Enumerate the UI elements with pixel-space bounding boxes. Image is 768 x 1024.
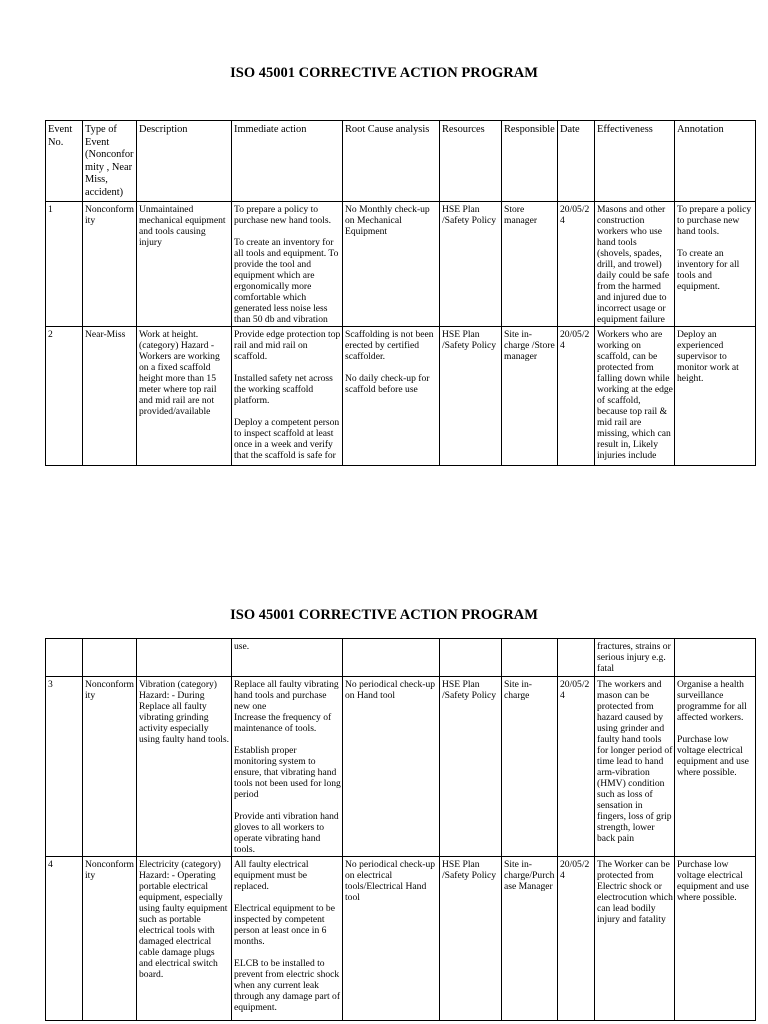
corrective-action-table	[45, 120, 756, 466]
annotation: To prepare a policy to purchase new hand tools. To create an inventory for all tools and equipment.	[677, 204, 752, 292]
annotation: Deploy an experienced supervisor to monitor work at height.	[677, 329, 739, 384]
header-resources: Resources	[440, 121, 502, 202]
event-type: Nonconformity	[85, 204, 135, 226]
date: 20/05/24	[560, 679, 590, 701]
event-no: 4	[48, 859, 53, 870]
header-immediate-action: Immediate action	[232, 121, 343, 202]
table-row	[46, 857, 756, 1021]
header-date: Date	[558, 121, 595, 202]
immediate-action: use.	[234, 641, 250, 652]
effectiveness: Masons and other construction workers who use hand tools (shovels, spades, drill, and trowel) daily could be safe from the harmed and injured due to incorrect usage or equipment failure	[597, 204, 670, 325]
immediate-action: To prepare a policy to purchase new hand tools. To create an inventory for all tools and equipment. To provide the tool and equipment which are ergonomically more comfortable which generated less noise less than 50 db and vibration	[234, 204, 339, 325]
effectiveness: Workers who are working on scaffold, can be protected from falling down while working at the edge of scaffold, because top rail & mid rail are missing, which can result in, Likely injuries include	[597, 329, 673, 461]
table-row	[46, 677, 756, 857]
resources: HSE Plan /Safety Policy	[442, 204, 497, 226]
effectiveness: The workers and mason can be protected from hazard caused by using grinder and faulty hand tools for longer period of time lead to hand arm-vibration (HMV) condition such as loss of sensation in fingers, loss of grip strength, lower back pain	[597, 679, 673, 844]
event-description: Unmaintained mechanical equipment and tools causing injury	[139, 204, 226, 248]
event-type: Nonconformity	[85, 679, 135, 701]
table-row	[46, 327, 756, 466]
event-type: Nonconformity	[85, 859, 135, 881]
event-no: 3	[48, 679, 53, 690]
responsible: Site in-charge/Purchase Manager	[504, 859, 555, 892]
header-annotation: Annotation	[675, 121, 756, 202]
immediate-action: All faulty electrical equipment must be replaced. Electrical equipment to be inspected by competent person at least once in 6 months. ELCB to be installed to prevent from electric shock when any current leak through any damage part of equipment.	[234, 859, 341, 1013]
date: 20/05/24	[560, 329, 590, 351]
header-event-no: Event No.	[46, 121, 83, 202]
resources: HSE Plan /Safety Policy	[442, 679, 497, 701]
immediate-action: Provide edge protection top rail and mid rail on scaffold. Installed safety net across the working scaffold platform. Deploy a competent person to inspect scaffold at least once in a week and verify that the scaffold is safe for	[234, 329, 341, 461]
root-cause: No Monthly check-up on Mechanical Equipment	[345, 204, 430, 237]
header-type: Type of Event (Nonconformity , Near Miss, accident)	[83, 121, 137, 202]
responsible: Store manager	[504, 204, 538, 226]
root-cause: Scaffolding is not been erected by certified scaffolder. No daily check-up for scaffold before use	[345, 329, 434, 395]
responsible: Site in-charge /Store manager	[504, 329, 555, 362]
table-row	[46, 202, 756, 327]
annotation: Organise a health surveillance programme for all affected workers. Purchase low voltage electrical equipment and use where possible.	[677, 679, 749, 778]
date: 20/05/24	[560, 859, 590, 881]
page-title: ISO 45001 CORRECTIVE ACTION PROGRAM	[230, 65, 538, 81]
event-no: 1	[48, 204, 53, 215]
resources: HSE Plan /Safety Policy	[442, 329, 497, 351]
root-cause: No periodical check-up on Hand tool	[345, 679, 436, 701]
header-responsible: Responsible	[502, 121, 558, 202]
header-description: Description	[137, 121, 232, 202]
event-description: Vibration (category) Hazard: - During Replace all faulty vibrating grinding activity especially using faulty hand tools.	[139, 679, 230, 745]
corrective-action-table-continued	[45, 638, 756, 1021]
page-title: ISO 45001 CORRECTIVE ACTION PROGRAM	[230, 607, 538, 623]
effectiveness: The Worker can be protected from Electric shock or electrocution which can lead bodily injury and fatality	[597, 859, 673, 925]
table-row	[46, 639, 756, 677]
event-description: Work at height. (category) Hazard - Workers are working on a fixed scaffold height more than 15 meter where top rail and mid rail are not provided/available	[139, 329, 220, 417]
event-no: 2	[48, 329, 53, 340]
event-type: Near-Miss	[85, 329, 126, 340]
annotation: Purchase low voltage electrical equipment and use where possible.	[677, 859, 749, 903]
date: 20/05/24	[560, 204, 590, 226]
effectiveness: fractures, strains or serious injury e.g. fatal	[597, 641, 671, 674]
resources: HSE Plan /Safety Policy	[442, 859, 497, 881]
responsible: Site in-charge	[504, 679, 532, 701]
header-effectiveness: Effectiveness	[595, 121, 675, 202]
root-cause: No periodical check-up on electrical tools/Electrical Hand tool	[345, 859, 436, 903]
immediate-action: Replace all faulty vibrating hand tools and purchase new one Increase the frequency of maintenance of tools. Establish proper monitoring system to ensure, that vibrating hand tools not been used for long period Provide anti vibration hand gloves to all workers to operate vibrating hand tools.	[234, 679, 341, 855]
event-description: Electricity (category) Hazard: - Operating portable electrical equipment, especially using faulty equipment such as portable electrical tools with damaged electrical cable damage plugs and electrical switch board.	[139, 859, 228, 980]
table-header-row	[46, 121, 756, 202]
header-root-cause: Root Cause analysis	[343, 121, 440, 202]
